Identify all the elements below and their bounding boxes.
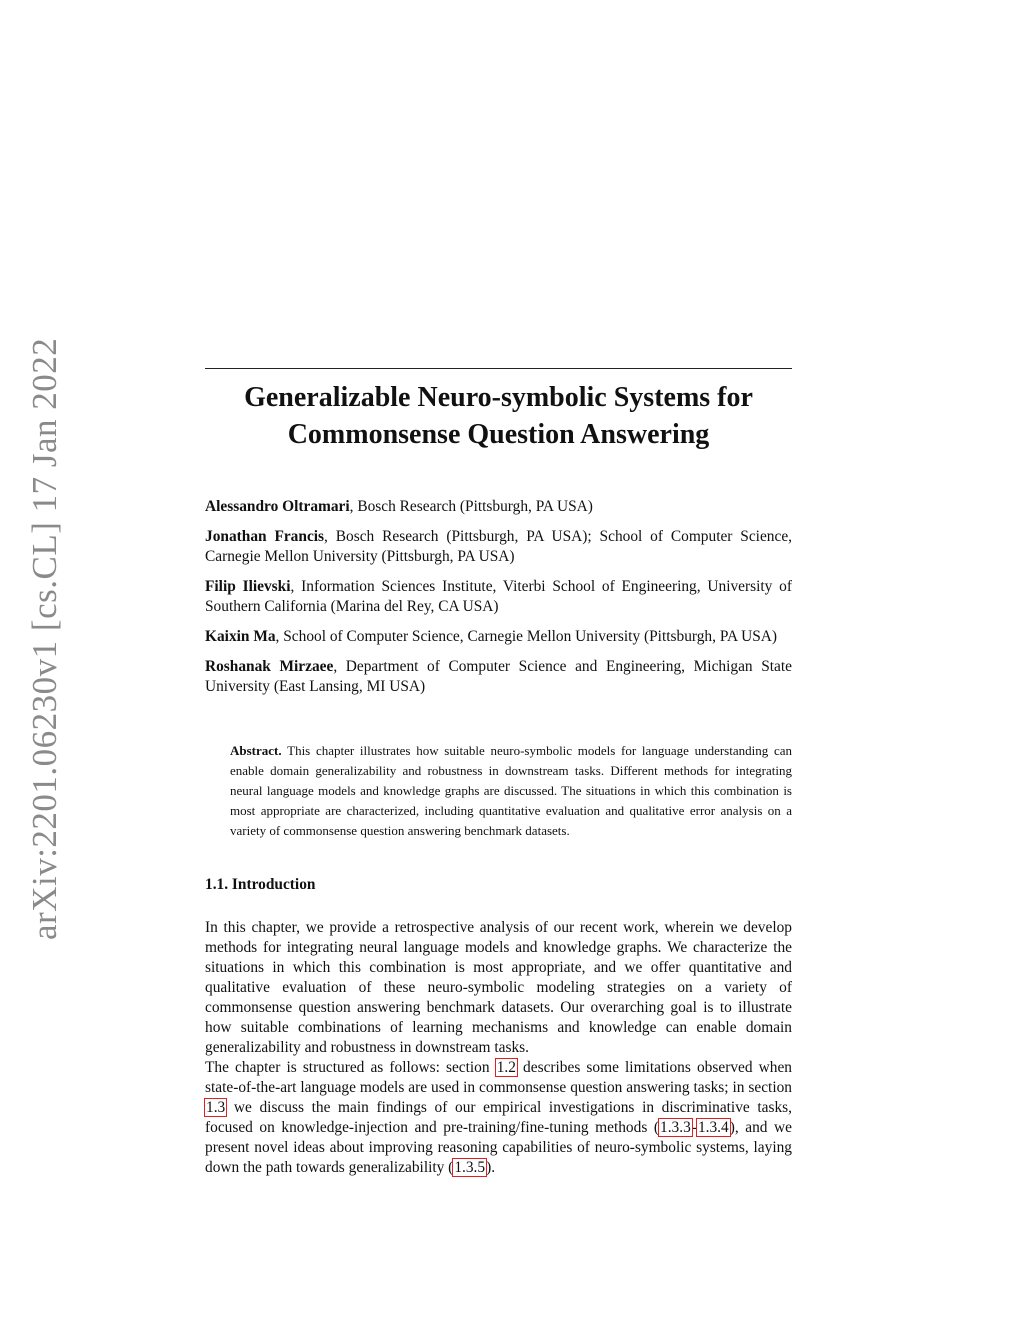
author-name: Kaixin Ma	[205, 628, 276, 645]
paragraph-text: -	[691, 1119, 697, 1136]
intro-paragraph-2	[205, 1058, 792, 1178]
title-rule	[205, 368, 792, 369]
section-ref-link[interactable]: 1.3.3	[660, 1119, 691, 1136]
title-line-2: Commonsense Question Answering	[287, 419, 710, 450]
abstract-label: Abstract.	[230, 743, 282, 758]
author-entry	[205, 657, 792, 697]
author-list	[205, 497, 792, 697]
section-ref-link[interactable]: 1.3.4	[697, 1119, 729, 1136]
author-affiliation: , Information Sciences Institute, Viterbi School of Engineering, University of Southern California (Marina del Rey, CA USA)	[205, 578, 792, 615]
paragraph-text: The chapter is structured as follows: section	[205, 1059, 496, 1076]
paragraph-text: ), and we present novel ideas about improving reasoning capabilities of neuro-symbolic systems, laying down the path towards generalizability (	[205, 1119, 793, 1176]
paragraph-text: ).	[486, 1159, 496, 1176]
paragraph-text: we discuss the main findings of our empirical investigations in discriminative tasks, focused on knowledge-injection and pre-training/fine-tuning methods (	[205, 1099, 792, 1136]
author-entry	[205, 497, 792, 517]
title-line-1: Generalizable Neuro-symbolic Systems for	[244, 382, 753, 413]
page-content	[205, 368, 792, 1178]
author-affiliation: , Bosch Research (Pittsburgh, PA USA); School of Computer Science, Carnegie Mellon University (Pittsburgh, PA USA)	[205, 528, 792, 565]
author-name: Alessandro Oltramari	[205, 498, 350, 515]
author-entry	[205, 527, 792, 567]
section-ref-link[interactable]: 1.3	[206, 1099, 226, 1116]
author-name: Roshanak Mirzaee	[205, 658, 334, 675]
author-entry	[205, 627, 792, 647]
author-entry	[205, 577, 792, 617]
paragraph-text: describes some limitations observed when state-of-the-art language models are used in commonsense question answering tasks; in section	[205, 1059, 792, 1096]
author-affiliation: , School of Computer Science, Carnegie Mellon University (Pittsburgh, PA USA)	[275, 628, 777, 645]
section-ref-link[interactable]: 1.2	[496, 1059, 516, 1076]
abstract	[230, 741, 792, 841]
intro-paragraph-1: In this chapter, we provide a retrospective analysis of our recent work, wherein we develop methods for integrating neural language models and knowledge graphs. We characterize the situations in which this combination is most appropriate, and we offer quantitative and qualitative evaluation of these neuro-symbolic modeling strategies on a variety of commonsense question answering benchmark datasets. Our overarching goal is to illustrate how suitable combinations of learning mechanisms and knowledge can enable domain generalizability and robustness in downstream tasks.	[205, 919, 792, 1056]
author-affiliation: , Bosch Research (Pittsburgh, PA USA)	[349, 498, 593, 515]
paper-title	[205, 379, 792, 453]
arxiv-identifier-stamp: arXiv:2201.06230v1 [cs.CL] 17 Jan 2022	[25, 337, 64, 940]
author-name: Jonathan Francis	[205, 528, 325, 545]
author-affiliation: , Department of Computer Science and Engineering, Michigan State University (East Lansing, MI USA)	[205, 658, 792, 695]
abstract-text: This chapter illustrates how suitable neuro-symbolic models for language understanding can enable domain generalizability and robustness in downstream tasks. Different methods for integrating neural language models and knowledge graphs are discussed. The situations in which this combination is most appropriate are characterized, including quantitative evaluation and qualitative error analysis on a variety of commonsense question answering benchmark datasets.	[230, 743, 792, 838]
author-name: Filip Ilievski	[205, 578, 291, 595]
section-heading-introduction: 1.1. Introduction	[205, 876, 316, 893]
section-ref-link[interactable]: 1.3.5	[454, 1159, 486, 1176]
